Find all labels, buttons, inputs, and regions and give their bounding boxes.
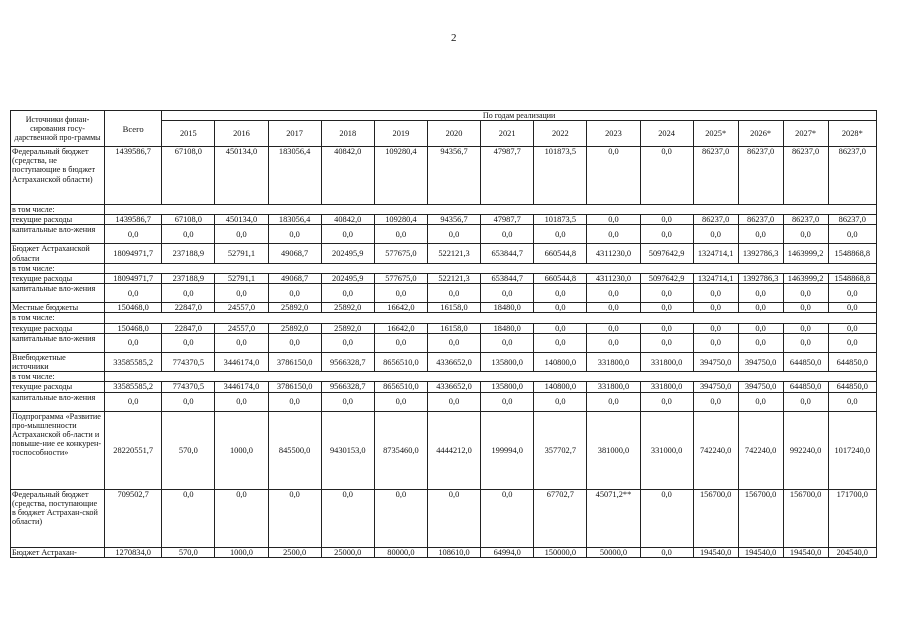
table-row [11, 323, 877, 333]
year-value: 156700,0 [738, 489, 783, 547]
year-header: 2026* [738, 121, 783, 147]
year-value: 522121,3 [427, 274, 480, 284]
year-value: 577675,0 [374, 274, 427, 284]
table-row [11, 382, 877, 392]
year-value: 0,0 [534, 392, 587, 411]
year-value: 0,0 [587, 147, 640, 205]
year-value: 0,0 [640, 215, 693, 225]
year-header: 2021 [481, 121, 534, 147]
year-value: 0,0 [783, 303, 828, 313]
year-value: 653844,7 [481, 244, 534, 263]
year-value: 3786150,0 [268, 352, 321, 371]
year-value: 16158,0 [427, 323, 480, 333]
row-label: Местные бюджеты [11, 303, 105, 313]
year-value: 52791,1 [215, 244, 268, 263]
empty-cell [105, 372, 877, 382]
year-value: 0,0 [534, 303, 587, 313]
year-value: 183056,4 [268, 147, 321, 205]
year-value: 644850,0 [828, 382, 876, 392]
row-label: текущие расходы [11, 323, 105, 333]
year-value: 0,0 [268, 392, 321, 411]
row-label: Федеральный бюджет (средства, не поступающие в бюджет Астраханской области) [11, 147, 105, 205]
table-row [11, 547, 877, 557]
year-value: 0,0 [693, 225, 738, 244]
year-value: 0,0 [738, 303, 783, 313]
table-row [11, 215, 877, 225]
row-total: 150468,0 [105, 323, 162, 333]
year-value: 47987,7 [481, 147, 534, 205]
year-value: 109280,4 [374, 147, 427, 205]
row-label: в том числе: [11, 313, 105, 323]
year-value: 86237,0 [828, 215, 876, 225]
row-total: 1439586,7 [105, 215, 162, 225]
year-value: 25892,0 [268, 303, 321, 313]
year-value: 8656510,0 [374, 352, 427, 371]
year-value: 0,0 [828, 284, 876, 303]
year-value: 0,0 [215, 225, 268, 244]
year-value: 150000,0 [534, 547, 587, 557]
row-total: 0,0 [105, 284, 162, 303]
row-total: 18094971,7 [105, 274, 162, 284]
year-value: 660544,8 [534, 244, 587, 263]
year-value: 67702,7 [534, 489, 587, 547]
table-row [11, 147, 877, 205]
year-value: 644850,0 [783, 382, 828, 392]
year-value: 0,0 [640, 547, 693, 557]
year-value: 202495,9 [321, 244, 374, 263]
empty-cell [105, 313, 877, 323]
year-value: 4336652,0 [427, 352, 480, 371]
empty-cell [105, 263, 877, 273]
year-value: 0,0 [738, 284, 783, 303]
year-value: 381000,0 [587, 411, 640, 489]
year-value: 25892,0 [321, 303, 374, 313]
year-header: 2020 [427, 121, 480, 147]
year-value: 0,0 [828, 392, 876, 411]
year-value: 0,0 [162, 225, 215, 244]
year-value: 0,0 [321, 333, 374, 352]
year-header: 2024 [640, 121, 693, 147]
year-value: 18480,0 [481, 323, 534, 333]
year-header: 2018 [321, 121, 374, 147]
year-value: 0,0 [321, 225, 374, 244]
year-value: 86237,0 [693, 215, 738, 225]
year-value: 3446174,0 [215, 382, 268, 392]
year-value: 101873,5 [534, 215, 587, 225]
table-row [11, 284, 877, 303]
year-value: 2500,0 [268, 547, 321, 557]
year-value: 0,0 [481, 333, 534, 352]
year-value: 0,0 [587, 323, 640, 333]
year-value: 653844,7 [481, 274, 534, 284]
year-value: 86237,0 [783, 215, 828, 225]
year-value: 1463999,2 [783, 244, 828, 263]
year-value: 80000,0 [374, 547, 427, 557]
year-value: 1000,0 [215, 547, 268, 557]
table-row [11, 333, 877, 352]
year-value: 394750,0 [693, 382, 738, 392]
year-value: 0,0 [587, 215, 640, 225]
total-header: Всего [105, 111, 162, 147]
year-value: 156700,0 [783, 489, 828, 547]
year-value: 0,0 [215, 489, 268, 547]
year-value: 86237,0 [738, 215, 783, 225]
source-header: Источники финан-сирования госу-дарственной про-граммы [11, 111, 105, 147]
year-value: 9566328,7 [321, 352, 374, 371]
year-header: 2022 [534, 121, 587, 147]
year-value: 1000,0 [215, 411, 268, 489]
table-row [11, 263, 877, 273]
year-value: 0,0 [534, 323, 587, 333]
year-value: 0,0 [162, 333, 215, 352]
table-row [11, 489, 877, 547]
year-value: 49068,7 [268, 244, 321, 263]
year-value: 0,0 [374, 489, 427, 547]
year-value: 0,0 [587, 284, 640, 303]
row-label: Подпрограмма «Развитие про-мышленности Астраханской об-ласти и повыше-ние ее конкурен-тоспособности» [11, 411, 105, 489]
budget-table [10, 110, 877, 558]
year-value: 0,0 [427, 333, 480, 352]
year-value: 171700,0 [828, 489, 876, 547]
year-value: 331800,0 [640, 382, 693, 392]
year-value: 237188,9 [162, 274, 215, 284]
year-value: 4444212,0 [427, 411, 480, 489]
year-value: 0,0 [783, 323, 828, 333]
year-value: 202495,9 [321, 274, 374, 284]
table-row [11, 274, 877, 284]
table-row [11, 205, 877, 215]
row-label: Бюджет Астрахан- [11, 547, 105, 557]
year-value: 0,0 [268, 489, 321, 547]
row-label: капитальные вло-жения [11, 284, 105, 303]
year-value: 0,0 [374, 225, 427, 244]
row-label: Бюджет Астраханской области [11, 244, 105, 263]
year-value: 0,0 [738, 392, 783, 411]
year-value: 0,0 [640, 489, 693, 547]
table-row [11, 244, 877, 263]
year-value: 0,0 [268, 284, 321, 303]
year-value: 4311230,0 [587, 274, 640, 284]
year-value: 194540,0 [738, 547, 783, 557]
year-value: 1392786,3 [738, 244, 783, 263]
year-value: 0,0 [828, 333, 876, 352]
year-value: 8735460,0 [374, 411, 427, 489]
year-value: 0,0 [693, 333, 738, 352]
table-row [11, 303, 877, 313]
year-value: 16158,0 [427, 303, 480, 313]
year-value: 0,0 [693, 323, 738, 333]
row-label: текущие расходы [11, 382, 105, 392]
year-value: 450134,0 [215, 147, 268, 205]
year-value: 5097642,9 [640, 274, 693, 284]
year-value: 0,0 [828, 303, 876, 313]
year-value: 67108,0 [162, 147, 215, 205]
year-value: 357702,7 [534, 411, 587, 489]
year-value: 1392786,3 [738, 274, 783, 284]
year-value: 183056,4 [268, 215, 321, 225]
year-value: 0,0 [738, 323, 783, 333]
year-value: 47987,7 [481, 215, 534, 225]
year-value: 0,0 [374, 392, 427, 411]
year-value: 0,0 [783, 392, 828, 411]
year-value: 25892,0 [321, 323, 374, 333]
year-value: 660544,8 [534, 274, 587, 284]
year-value: 0,0 [427, 489, 480, 547]
year-value: 0,0 [215, 392, 268, 411]
year-value: 86237,0 [738, 147, 783, 205]
row-total: 33585585,2 [105, 352, 162, 371]
year-value: 0,0 [162, 392, 215, 411]
year-value: 22847,0 [162, 303, 215, 313]
year-value: 0,0 [268, 225, 321, 244]
year-value: 0,0 [738, 225, 783, 244]
year-value: 0,0 [693, 392, 738, 411]
year-value: 331800,0 [640, 352, 693, 371]
year-header: 2019 [374, 121, 427, 147]
year-value: 45071,2** [587, 489, 640, 547]
year-header: 2027* [783, 121, 828, 147]
row-total: 33585585,2 [105, 382, 162, 392]
row-label: капитальные вло-жения [11, 225, 105, 244]
year-value: 0,0 [640, 333, 693, 352]
year-value: 156700,0 [693, 489, 738, 547]
row-label: Федеральный бюджет (средства, поступающие в бюджет Астрахан-ской области) [11, 489, 105, 547]
year-value: 331800,0 [587, 352, 640, 371]
year-value: 644850,0 [828, 352, 876, 371]
year-value: 86237,0 [828, 147, 876, 205]
year-value: 1548868,8 [828, 274, 876, 284]
page-number: 2 [451, 32, 457, 44]
year-value: 0,0 [481, 284, 534, 303]
year-value: 4336652,0 [427, 382, 480, 392]
year-value: 49068,7 [268, 274, 321, 284]
row-total: 28220551,7 [105, 411, 162, 489]
year-value: 64994,0 [481, 547, 534, 557]
year-value: 140800,0 [534, 382, 587, 392]
year-value: 742240,0 [738, 411, 783, 489]
year-value: 0,0 [640, 392, 693, 411]
year-value: 570,0 [162, 547, 215, 557]
year-value: 0,0 [828, 323, 876, 333]
year-value: 0,0 [215, 333, 268, 352]
year-value: 40842,0 [321, 215, 374, 225]
year-value: 394750,0 [738, 352, 783, 371]
year-value: 774370,5 [162, 352, 215, 371]
year-value: 199994,0 [481, 411, 534, 489]
row-label: капитальные вло-жения [11, 392, 105, 411]
row-label: Внебюджетные источники [11, 352, 105, 371]
row-label: капитальные вло-жения [11, 333, 105, 352]
year-value: 0,0 [640, 323, 693, 333]
year-header: 2016 [215, 121, 268, 147]
year-value: 0,0 [215, 284, 268, 303]
year-value: 50000,0 [587, 547, 640, 557]
year-value: 94356,7 [427, 147, 480, 205]
year-value: 0,0 [162, 489, 215, 547]
year-value: 5097642,9 [640, 244, 693, 263]
year-value: 0,0 [783, 333, 828, 352]
year-value: 331800,0 [587, 382, 640, 392]
year-value: 0,0 [587, 225, 640, 244]
year-value: 0,0 [693, 303, 738, 313]
year-value: 992240,0 [783, 411, 828, 489]
year-value: 3446174,0 [215, 352, 268, 371]
year-value: 86237,0 [693, 147, 738, 205]
table-row [11, 392, 877, 411]
year-value: 67108,0 [162, 215, 215, 225]
year-value: 0,0 [587, 392, 640, 411]
year-value: 577675,0 [374, 244, 427, 263]
table-row [11, 372, 877, 382]
year-value: 644850,0 [783, 352, 828, 371]
year-value: 0,0 [481, 489, 534, 547]
year-value: 25892,0 [268, 323, 321, 333]
row-total: 0,0 [105, 225, 162, 244]
year-value: 3786150,0 [268, 382, 321, 392]
year-value: 16642,0 [374, 323, 427, 333]
row-total: 0,0 [105, 392, 162, 411]
row-label: в том числе: [11, 372, 105, 382]
year-value: 0,0 [481, 225, 534, 244]
year-value: 0,0 [738, 333, 783, 352]
year-value: 0,0 [534, 284, 587, 303]
year-value: 0,0 [374, 284, 427, 303]
empty-cell [105, 205, 877, 215]
year-value: 0,0 [828, 225, 876, 244]
year-value: 40842,0 [321, 147, 374, 205]
year-value: 331000,0 [640, 411, 693, 489]
row-total: 709502,7 [105, 489, 162, 547]
year-value: 9430153,0 [321, 411, 374, 489]
year-value: 24557,0 [215, 323, 268, 333]
row-label: в том числе: [11, 263, 105, 273]
year-header: 2015 [162, 121, 215, 147]
year-value: 0,0 [640, 284, 693, 303]
year-value: 0,0 [640, 225, 693, 244]
year-value: 742240,0 [693, 411, 738, 489]
row-label: в том числе: [11, 205, 105, 215]
year-value: 86237,0 [783, 147, 828, 205]
year-value: 194540,0 [693, 547, 738, 557]
year-header: 2028* [828, 121, 876, 147]
row-total: 18094971,7 [105, 244, 162, 263]
year-value: 0,0 [587, 333, 640, 352]
year-value: 140800,0 [534, 352, 587, 371]
year-value: 0,0 [374, 333, 427, 352]
year-value: 18480,0 [481, 303, 534, 313]
year-value: 0,0 [534, 333, 587, 352]
year-value: 0,0 [481, 392, 534, 411]
year-value: 1324714,1 [693, 244, 738, 263]
year-value: 0,0 [783, 225, 828, 244]
year-header: 2023 [587, 121, 640, 147]
year-value: 25000,0 [321, 547, 374, 557]
year-value: 101873,5 [534, 147, 587, 205]
year-value: 0,0 [321, 392, 374, 411]
year-value: 0,0 [693, 284, 738, 303]
year-value: 204540,0 [828, 547, 876, 557]
year-value: 94356,7 [427, 215, 480, 225]
row-total: 150468,0 [105, 303, 162, 313]
table-row [11, 225, 877, 244]
year-value: 845500,0 [268, 411, 321, 489]
year-value: 0,0 [321, 284, 374, 303]
year-value: 394750,0 [693, 352, 738, 371]
year-value: 194540,0 [783, 547, 828, 557]
year-value: 570,0 [162, 411, 215, 489]
year-value: 774370,5 [162, 382, 215, 392]
year-value: 0,0 [427, 392, 480, 411]
year-value: 22847,0 [162, 323, 215, 333]
year-value: 1017240,0 [828, 411, 876, 489]
year-value: 24557,0 [215, 303, 268, 313]
row-total: 1439586,7 [105, 147, 162, 205]
year-value: 0,0 [162, 284, 215, 303]
row-total: 1270834,0 [105, 547, 162, 557]
year-value: 237188,9 [162, 244, 215, 263]
year-value: 9566328,7 [321, 382, 374, 392]
year-value: 8656510,0 [374, 382, 427, 392]
row-label: текущие расходы [11, 274, 105, 284]
year-header: 2017 [268, 121, 321, 147]
year-value: 0,0 [587, 303, 640, 313]
year-value: 52791,1 [215, 274, 268, 284]
year-value: 522121,3 [427, 244, 480, 263]
year-header: 2025* [693, 121, 738, 147]
year-value: 135800,0 [481, 382, 534, 392]
year-value: 135800,0 [481, 352, 534, 371]
year-value: 0,0 [321, 489, 374, 547]
year-value: 16642,0 [374, 303, 427, 313]
year-value: 4311230,0 [587, 244, 640, 263]
year-value: 450134,0 [215, 215, 268, 225]
table-row [11, 352, 877, 371]
year-value: 108610,0 [427, 547, 480, 557]
table-row [11, 411, 877, 489]
year-value: 0,0 [640, 303, 693, 313]
years-group-header: По годам реализации [162, 111, 877, 121]
year-value: 0,0 [534, 225, 587, 244]
year-value: 1324714,1 [693, 274, 738, 284]
year-value: 109280,4 [374, 215, 427, 225]
year-value: 1463999,2 [783, 274, 828, 284]
year-value: 394750,0 [738, 382, 783, 392]
row-label: текущие расходы [11, 215, 105, 225]
row-total: 0,0 [105, 333, 162, 352]
table-row [11, 313, 877, 323]
year-value: 0,0 [783, 284, 828, 303]
year-value: 1548868,8 [828, 244, 876, 263]
year-value: 0,0 [640, 147, 693, 205]
year-value: 0,0 [427, 225, 480, 244]
year-value: 0,0 [268, 333, 321, 352]
year-value: 0,0 [427, 284, 480, 303]
